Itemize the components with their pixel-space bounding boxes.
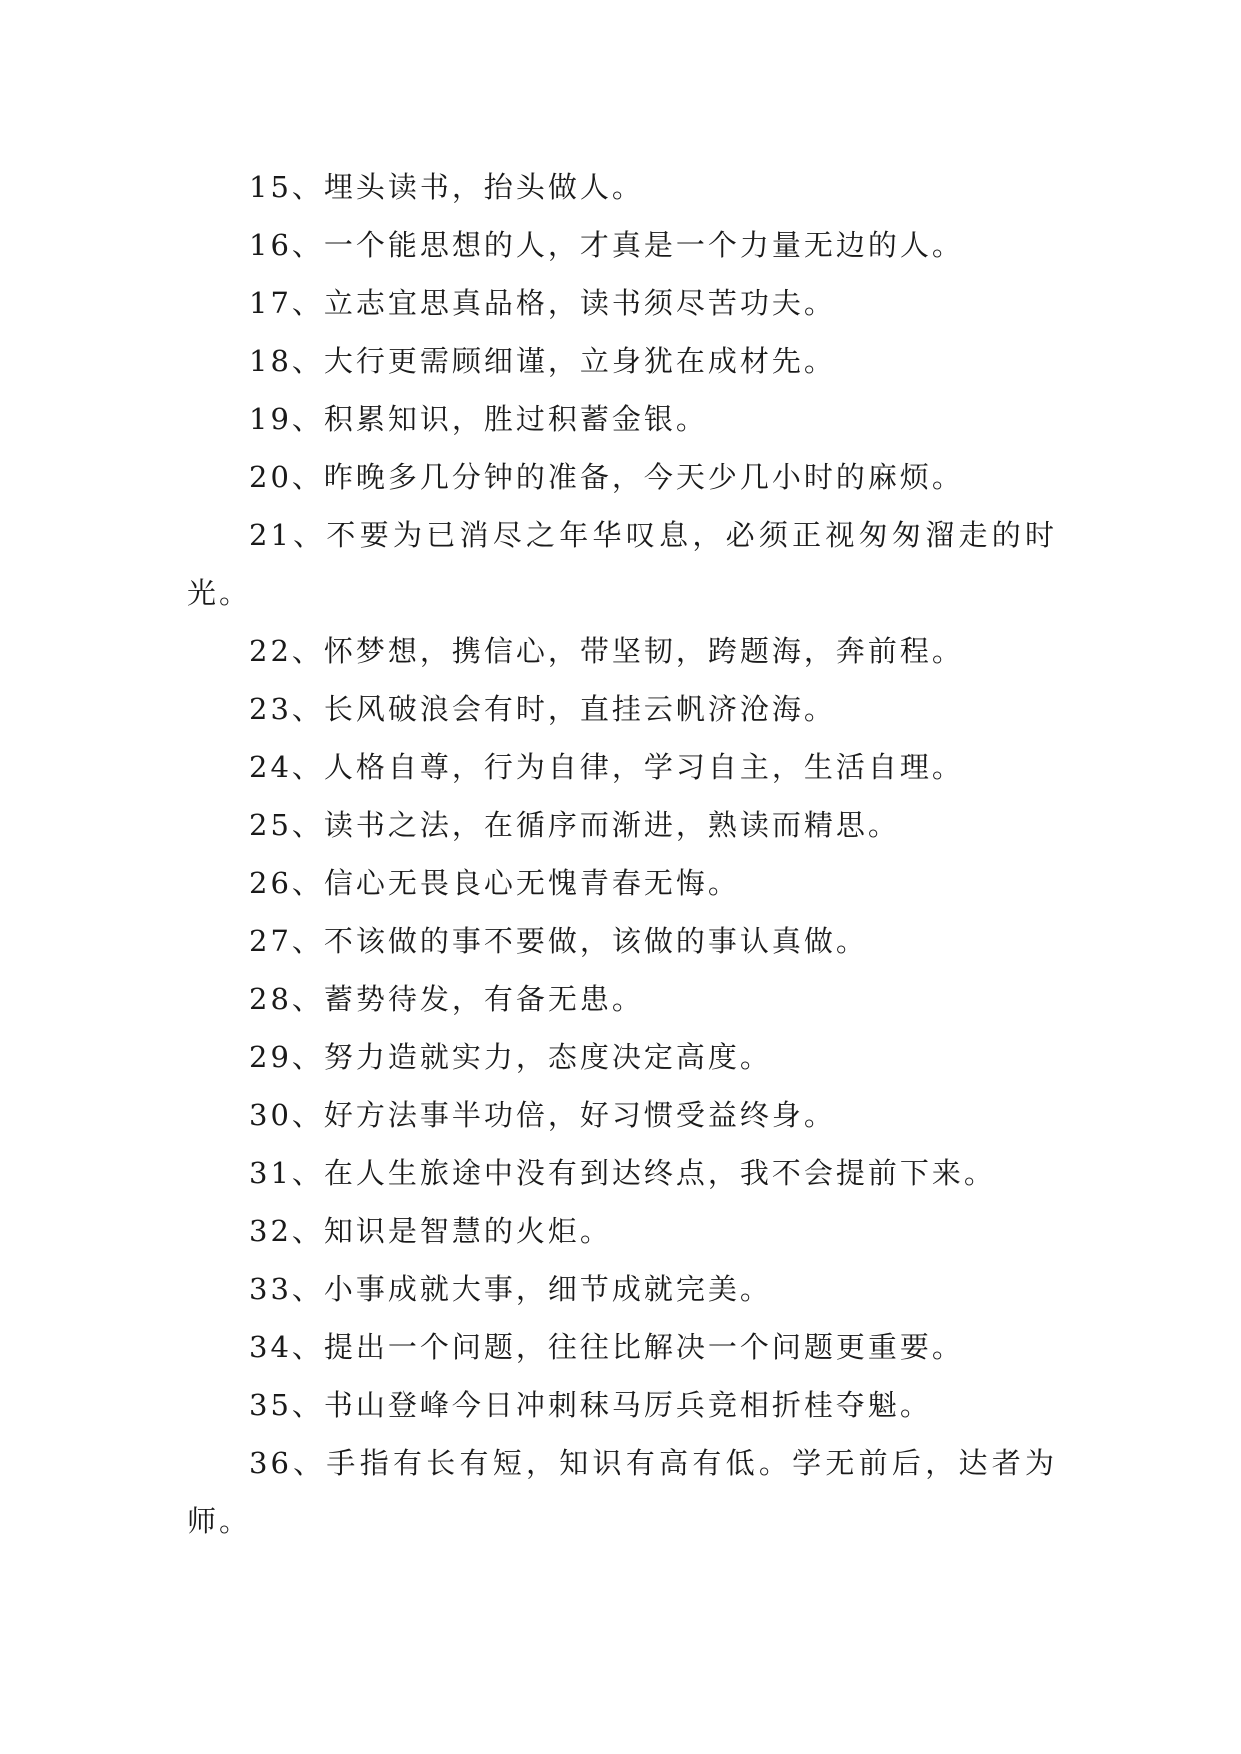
quote-paragraph-34: 34、提出一个问题，往往比解决一个问题更重要。 [249, 1330, 964, 1364]
quote-paragraph-33: 33、小事成就大事，细节成就完美。 [249, 1272, 772, 1306]
quote-paragraph-23: 23、长风破浪会有时，直挂云帆济沧海。 [249, 692, 836, 726]
quote-paragraph-24: 24、人格自尊，行为自律，学习自主，生活自理。 [249, 750, 964, 784]
quote-paragraph-26: 26、信心无畏良心无愧青春无悔。 [249, 866, 740, 900]
quote-paragraph-21: 21、不要为已消尽之年华叹息，必须正视匆匆溜走的时光。 [187, 518, 1057, 610]
quote-paragraph-16: 16、一个能思想的人，才真是一个力量无边的人。 [249, 228, 964, 262]
quote-paragraph-35: 35、书山登峰今日冲刺秣马厉兵竞相折桂夺魁。 [249, 1388, 932, 1422]
quote-paragraph-28: 28、蓄势待发，有备无患。 [249, 982, 644, 1016]
quote-paragraph-25: 25、读书之法，在循序而渐进，熟读而精思。 [249, 808, 900, 842]
quote-paragraph-31: 31、在人生旅途中没有到达终点，我不会提前下来。 [249, 1156, 996, 1190]
quote-paragraph-29: 29、努力造就实力，态度决定高度。 [249, 1040, 772, 1074]
quote-paragraph-30: 30、好方法事半功倍，好习惯受益终身。 [249, 1098, 836, 1132]
quote-paragraph-20: 20、昨晚多几分钟的准备，今天少几小时的麻烦。 [249, 460, 964, 494]
quote-paragraph-22: 22、怀梦想，携信心，带坚韧，跨题海，奔前程。 [249, 634, 964, 668]
quote-paragraph-32: 32、知识是智慧的火炬。 [249, 1214, 612, 1248]
quote-paragraph-36: 36、手指有长有短，知识有高有低。学无前后，达者为师。 [187, 1446, 1057, 1538]
quote-paragraph-18: 18、大行更需顾细谨，立身犹在成材先。 [249, 344, 836, 378]
quote-paragraph-17: 17、立志宜思真品格，读书须尽苦功夫。 [249, 286, 836, 320]
quote-paragraph-19: 19、积累知识，胜过积蓄金银。 [249, 402, 708, 436]
document-body [187, 158, 1057, 1550]
quote-paragraph-27: 27、不该做的事不要做，该做的事认真做。 [249, 924, 868, 958]
quote-paragraph-15: 15、埋头读书，抬头做人。 [249, 170, 644, 204]
